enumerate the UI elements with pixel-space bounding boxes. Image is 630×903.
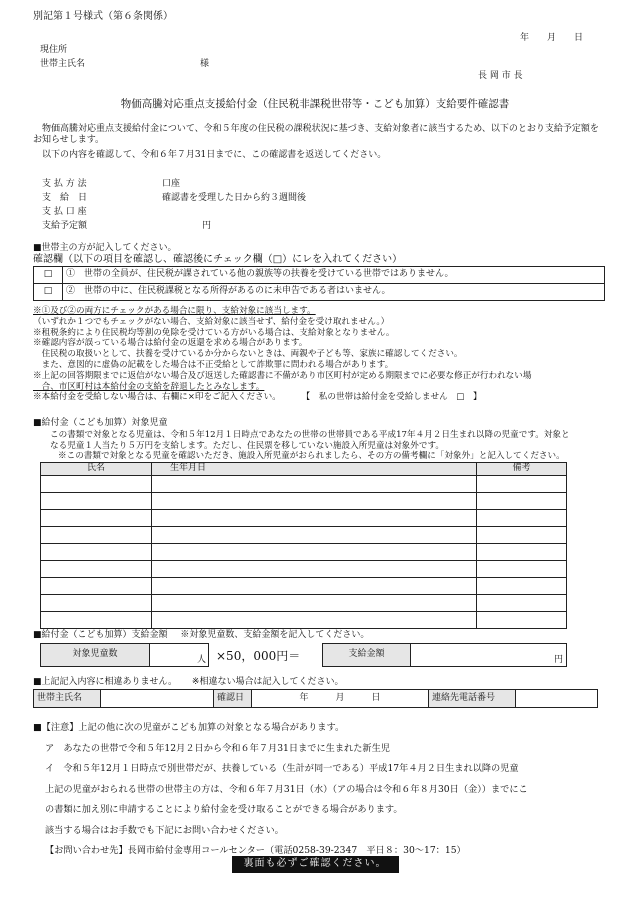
table-row (41, 527, 567, 544)
note-line: （いずれか１つでもチェックがない場合、支給対象に該当せず、給付金を受け取れません。） (33, 316, 390, 327)
col-name: 氏名 (41, 463, 152, 476)
amount-label: 支給金額 (348, 649, 385, 660)
table-row (41, 493, 567, 510)
amount-heading-note: ※対象児童数、支給金額を記入してください。 (180, 630, 370, 640)
note-cell[interactable] (477, 544, 567, 561)
phone-label: 連絡先電話番号 (429, 690, 516, 708)
note-cell[interactable] (477, 493, 567, 510)
note-line: ※租税条約により住民税均等割の免除を受けている方がいる場合は、支給対象となりません。 (33, 327, 395, 338)
note-line: ※確認内容が誤っている場合は給付金の返還を求める場合があります。 (33, 338, 308, 349)
note-line: 合、市区町村は本給付金の支給を辞退したとみなします。 (33, 381, 265, 392)
caution-paragraph: 上記の児童がおられる世帯の世帯主の方は、令和６年７月31日（水）（アの場合は令和６年８月30日（金））までにこ (45, 783, 528, 795)
table-row (41, 612, 567, 629)
col-birth: 生年月日 (152, 463, 477, 476)
notes-block (33, 306, 531, 403)
birth-cell[interactable] (152, 561, 477, 578)
table-row (41, 544, 567, 561)
child-heading: ■給付金（こども加算）対象児童 (33, 418, 168, 428)
note-line: ※上記の回答期限までに返信がない場合及び返送した確認書に不備があり市区町村が定める期限までに必要な修正が行われない場 (33, 370, 532, 381)
householder-heading: ■世帯主の方が記入してください。 (33, 243, 177, 253)
caution-paragraph: の書類に加え別に申請することにより給付金を受け取ることができる場合があります。 (45, 804, 403, 815)
name-cell[interactable] (41, 544, 152, 561)
checklist-instruction: 確認欄（以下の項目を確認し、確認後にチェック欄（□）にレを入れてください） (33, 254, 403, 265)
checklist-item-1: ① 世帯の全員が、住民税が課されている他の親族等の扶養を受けている世帯ではありません。 (63, 267, 605, 284)
note-line: また、意図的に虚偽の記載をした場合は不正受給として詐欺罪に問われる場合があります。 (33, 359, 394, 370)
payment-label: 支 払 口 座 (42, 207, 87, 217)
householder-label: 世帯主氏名 (40, 59, 86, 69)
name-cell[interactable] (41, 612, 152, 629)
name-cell[interactable] (41, 510, 152, 527)
amount-input[interactable] (410, 643, 567, 667)
payment-label: 支給予定額 (42, 221, 88, 231)
payment-row (42, 179, 306, 193)
payment-row (42, 193, 306, 207)
note-cell[interactable] (477, 561, 567, 578)
table-row (41, 510, 567, 527)
name-cell[interactable] (41, 578, 152, 595)
birth-cell[interactable] (152, 595, 477, 612)
confirm-heading: ■上記記入内容に相違ありません。 (33, 677, 178, 687)
amount-heading-row (33, 630, 369, 641)
note-cell[interactable] (477, 510, 567, 527)
checklist-item-2: ② 世帯の中に、住民税課税となる所得があるのに未申告である者はいません。 (63, 284, 605, 301)
note-cell[interactable] (477, 612, 567, 629)
caution-item-i: イ 令和５年12月１日時点で別世帯だが、扶養している（生計が同一である）平成17年４月２日生まれ以降の児童 (45, 763, 519, 774)
householder-name-label: 世帯主氏名 (34, 690, 101, 708)
payment-row (42, 207, 306, 221)
child-count-label-box (40, 643, 150, 667)
phone-input[interactable] (516, 690, 598, 708)
child-count-label: 対象児童数 (72, 649, 118, 660)
payment-value: 口座 (162, 179, 181, 189)
note-cell[interactable] (477, 476, 567, 493)
checklist-table (33, 266, 605, 301)
address-label: 現住所 (40, 45, 68, 55)
honorific: 様 (200, 59, 210, 69)
householder-name-input[interactable] (101, 690, 214, 708)
table-row (41, 595, 567, 612)
birth-cell[interactable] (152, 578, 477, 595)
child-table (40, 462, 567, 629)
footer (0, 856, 630, 873)
note-cell[interactable] (477, 527, 567, 544)
name-cell[interactable] (41, 476, 152, 493)
payment-value: 確認書を受理した日から約３週間後 (162, 193, 307, 203)
payment-label: 支 払 方 法 (42, 179, 87, 189)
birth-cell[interactable] (152, 476, 477, 493)
decline-text: ※本給付金を受給しない場合は、右欄に×印をご記入ください。 (33, 392, 281, 403)
caution-block (33, 718, 528, 862)
birth-cell[interactable] (152, 510, 477, 527)
confirm-table (33, 689, 598, 708)
note-cell[interactable] (477, 578, 567, 595)
birth-cell[interactable] (152, 493, 477, 510)
amount-label-box (322, 643, 411, 667)
payment-info (42, 179, 306, 235)
child-desc-line: ※この書類で対象となる児童を確認いただき、施設入所児童がおられましたら、その方の備考欄に「対象外」と記入してください。 (58, 451, 565, 461)
birth-cell[interactable] (152, 544, 477, 561)
amount-unit: 円 (553, 654, 563, 665)
caution-heading: ■【注意】上記の他に次の児童がこども加算の対象となる場合があります。 (33, 722, 345, 733)
confirm-row (34, 690, 598, 708)
form-label: 別記第１号様式（第６条関係） (33, 11, 173, 22)
name-cell[interactable] (41, 527, 152, 544)
intro-paragraph: 物価高騰対応重点支援給付金について、令和５年度の住民税の課税状況に基づき、支給対象者に該当するため、以下のとおり支給予定額をお知らせします。 (33, 124, 599, 146)
table-row (41, 578, 567, 595)
date-line: 年 月 日 (520, 33, 584, 43)
child-count-input[interactable] (149, 643, 209, 667)
name-cell[interactable] (41, 595, 152, 612)
col-note: 備考 (477, 463, 567, 476)
table-row (41, 476, 567, 493)
amount-heading: ■給付金（こども加算）支給金額 (33, 630, 168, 640)
name-cell[interactable] (41, 493, 152, 510)
child-count-unit: 人 (196, 654, 206, 665)
child-description (50, 430, 570, 462)
child-desc-line: この書類で対象となる児童は、令和５年12月１日時点であなたの世帯の世帯員である平成17年４月２日生まれ以降の児童です。対象と (50, 430, 570, 440)
page-title: 物価高騰対応重点支援給付金（住民税非課税世帯等・こども加算）支給要件確認書 (120, 98, 510, 110)
confirm-date-label: 確認日 (214, 690, 252, 708)
checklist-row (34, 267, 605, 284)
confirm-heading-note: ※相違ない場合は記入してください。 (191, 677, 344, 687)
table-row (41, 561, 567, 578)
child-desc-line: なる児童１人当たり５万円を支給します。ただし、住民票を移していない施設入所児童は対象外です。 (50, 440, 444, 451)
payment-row (42, 221, 306, 235)
birth-cell[interactable] (152, 612, 477, 629)
decline-checkbox[interactable]: 【 私の世帯は給付金を受給しません □ 】 (301, 392, 482, 403)
intro-deadline: 以下の内容を確認して、令和６年７月31日までに、この確認書を返送してください。 (42, 150, 387, 160)
confirm-date-input[interactable]: 年 月 日 (252, 690, 429, 708)
note-cell[interactable] (477, 595, 567, 612)
decline-row (33, 392, 531, 403)
contact-info: 【お問い合わせ先】長岡市給付金専用コールセンター（電話0258-39-2347 平日８：30～17：15） (45, 845, 466, 856)
caution-paragraph: 該当する場合はお手数でも下記にお問い合わせください。 (45, 824, 284, 836)
checklist-row (34, 284, 605, 301)
amount-formula: ×50，000円＝ (216, 649, 301, 663)
name-cell[interactable] (41, 561, 152, 578)
caution-item-a: ア あなたの世帯で令和５年12月２日から令和６年７月31日までに生まれた新生児 (45, 742, 390, 754)
footer-banner: 裏面も必ずご確認ください。 (232, 856, 399, 873)
note-line: ※①及び②の両方にチェックがある場合に限り、支給対象に該当します。 (33, 306, 316, 316)
payment-value: 円 (202, 221, 212, 231)
issuer: 長 岡 市 長 (478, 71, 523, 81)
confirm-heading-row (33, 677, 343, 688)
note-line: 住民税の取扱いとして、扶養を受けているか分からないときは、両親や子ども等、家族に確認してください。 (33, 349, 463, 360)
birth-cell[interactable] (152, 527, 477, 544)
child-table-header (41, 463, 567, 476)
checkbox-2[interactable]: □ (34, 284, 63, 301)
payment-label: 支 給 日 (42, 193, 88, 203)
checkbox-1[interactable]: □ (34, 267, 63, 284)
